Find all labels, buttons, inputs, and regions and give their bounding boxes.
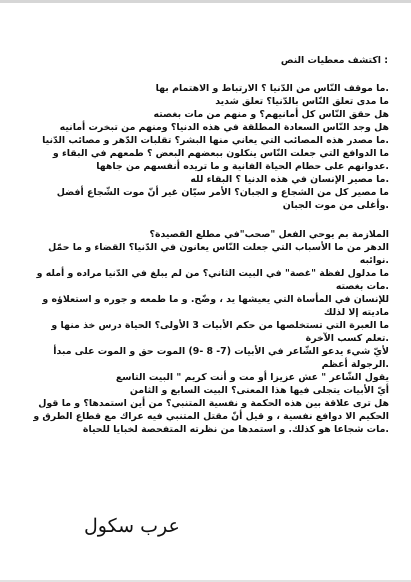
text-line: ماديته إلا لذلك — [323, 307, 389, 318]
text-line: هل حقق النّاس كل أمانيهم؟ و منهم من مات بغصته — [153, 109, 389, 120]
text-line: يقول الشّاعر " عش عزيزا أو مت و أنت كريم " البيت التاسع — [115, 372, 389, 383]
text-line: .ما موقف النّاس من الدّنيا ؟ الارتباط و الاهتمام بها — [155, 83, 389, 94]
text-line: الحكيم الا دوافع نفسية ، و قيل أنّ مقتل المتنبي فيه عراك مع قطاع الطرق و — [33, 411, 389, 422]
text-line: هل وجد النّاس السعادة المطلقة في هذه الدنيا؟ ومنهم من تبخرت أمانيه — [59, 122, 389, 133]
text-line: ما العبرة التي تستخلصها من حكم الأبيات 3 الأولى؟ الحياة درس خذ منها و — [51, 320, 389, 331]
text-line: .ما مصدر هذه المصائب التي يعاني منها البشر؟ تقلبات الدّهر و مصائب الدّنيا — [42, 135, 389, 146]
text-line: الدهر من ما الأسباب التي جعلت النّاس يعانون في الدّنيا؟ القضاء و ما حمّل — [48, 242, 389, 253]
text-line: .ما مصير الإنسان في هذه الدنيا ؟ البقاء لله — [190, 174, 389, 185]
text-line: .مات شجاعا هو كذلك. و استمدها من نظرته المتفحصة لخبايا للحياة — [82, 424, 389, 435]
questions-block-1 — [30, 82, 389, 212]
text-line: .نوائبه — [359, 255, 389, 266]
text-line: للإنسان في المأساة التي يعيشها يد ، وضّح. و ما طمعه و جوره و استعلاؤه و — [42, 294, 389, 305]
text-line: .الرجولة أعظم — [321, 359, 389, 370]
questions-block-2 — [30, 228, 389, 436]
text-line: ما مصير كل من الشجاع و الجبان؟ الأمر سيّان غير أنّ موت الشّجاع أفضل — [56, 187, 389, 198]
text-line: الملازمة بم يوحي الفعل "صحب"في مطلع القصيدة؟ — [149, 229, 389, 240]
paragraph-gap — [30, 212, 389, 228]
text-line: لأيّ شيء يدعو الشّاعر في الأبيات (7- 8 -9) الموت حق و الموت على مبدأ — [53, 346, 389, 357]
text-line: هل ترى علاقة بين هذه الحكمة و نفسية المتنبي؟ من أين استمدها؟ و ما قول — [38, 398, 389, 409]
text-line: ما الدوافع التي جعلت النّاس ينكلون ببعضهم البعض ؟ طمعهم في البقاء و — [52, 148, 389, 159]
document-title: : اكتشف معطيات النص — [280, 55, 388, 66]
text-line: .وأغلى من موت الجبان — [282, 200, 389, 211]
text-line: أيّ الأبيات يتجلى فيها هذا المعنى؟ البيت السابع و الثامن — [129, 385, 389, 396]
text-line: .عدوانهم على حطام الحياة الفانية و ما تريده أنفسهم من جاهها — [96, 161, 389, 172]
page-top-edge — [0, 0, 411, 3]
signature-watermark: عرب سكول — [84, 515, 180, 537]
text-line: .تعلم كسب الآخرة — [305, 333, 389, 344]
text-line: .مات بغصته — [335, 281, 389, 292]
text-line: ما مدلول لفظة "غصة" في البيت الثاني؟ من لم يبلغ في الدّنيا مراده و أمله و — [36, 268, 389, 279]
document-body — [30, 54, 389, 436]
text-line: ما مدى تعلق النّاس بالدّنيا؟ تعلق شديد — [215, 96, 389, 107]
